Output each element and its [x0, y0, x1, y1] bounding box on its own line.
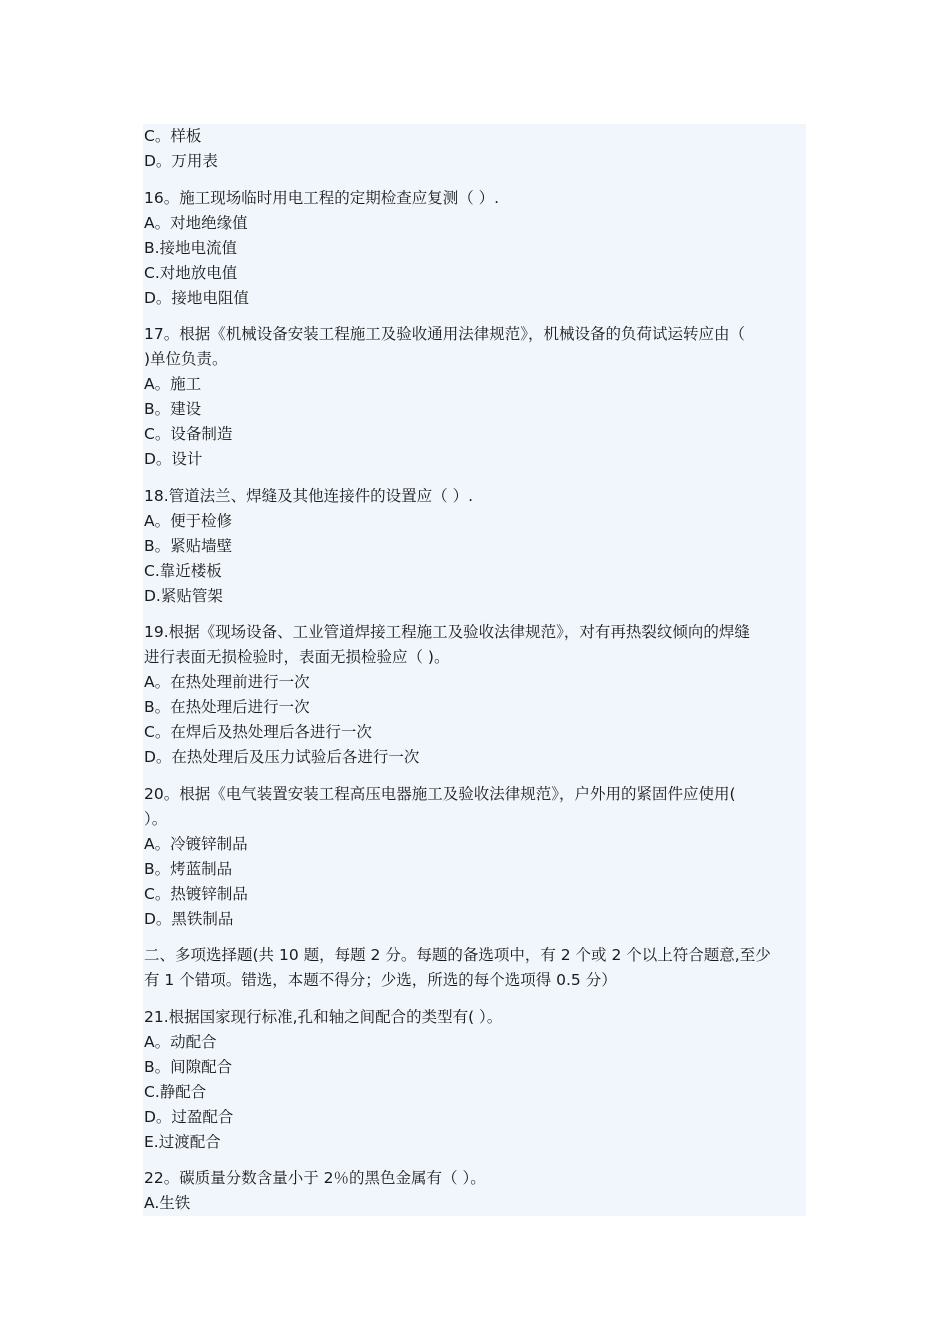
option: B。烤蓝制品 [144, 859, 233, 878]
option: B。在热处理后进行一次 [144, 698, 310, 716]
question-20 [144, 782, 806, 932]
option: C。设备制造 [144, 425, 233, 443]
question-stem: 16。施工现场临时用电工程的定期检查应复测（ ）. [144, 188, 500, 207]
question-stem: 20。根据《电气装置安装工程高压电器施工及验收法律规范》，户外用的紧固件应使用( [144, 784, 736, 803]
option: B。间隙配合 [144, 1057, 233, 1076]
option: D。黑铁制品 [144, 909, 234, 928]
question-19 [144, 620, 806, 770]
options-continued [144, 124, 806, 174]
question-stem: 21.根据国家现行标准,孔和轴之间配合的类型有( ）。 [144, 1007, 503, 1026]
option: D。接地电阻值 [144, 288, 249, 307]
option: C.靠近楼板 [144, 561, 222, 580]
option: B。紧贴墙壁 [144, 536, 233, 555]
option: D。在热处理后及压力试验后各进行一次 [144, 748, 420, 766]
option: D。过盈配合 [144, 1107, 234, 1126]
option: A.生铁 [144, 1194, 191, 1212]
question-stem: 19.根据《现场设备、工业管道焊接工程施工及验收法律规范》，对有再热裂纹倾向的焊缝 [144, 623, 750, 641]
question-22 [144, 1166, 806, 1216]
question-stem: 22。碳质量分数含量小于 2％的黑色金属有（ ）。 [144, 1169, 486, 1187]
option: E.过渡配合 [144, 1132, 221, 1151]
option: D.紧贴管架 [144, 586, 223, 605]
option: A。对地绝缘值 [144, 213, 248, 232]
option: C.对地放电值 [144, 263, 238, 282]
section-heading-line: 有 1 个错项。错选，本题不得分；少选，所选的每个选项得 0.5 分） [144, 971, 617, 989]
question-16 [144, 186, 806, 311]
question-stem: )单位负责。 [144, 350, 228, 368]
option: C。在焊后及热处理后各进行一次 [144, 723, 372, 741]
option: A。施工 [144, 375, 202, 393]
option: C。热镀锌制品 [144, 884, 248, 903]
option: D。万用表 [144, 152, 218, 170]
question-21 [144, 1005, 806, 1155]
option: B。建设 [144, 400, 202, 418]
document-content [144, 124, 806, 1228]
question-stem: 17。根据《机械设备安装工程施工及验收通用法律规范》，机械设备的负荷试运转应由（ [144, 325, 745, 343]
option: C。样板 [144, 127, 202, 145]
question-17 [144, 322, 806, 472]
option: B.接地电流值 [144, 238, 238, 257]
question-stem: ）。 [144, 809, 168, 828]
question-stem: 18.管道法兰、焊缝及其他连接件的设置应（ ）. [144, 486, 474, 505]
question-18 [144, 484, 806, 609]
option: A。在热处理前进行一次 [144, 673, 310, 691]
section-heading [144, 943, 806, 993]
section-heading-line: 二、多项选择题(共 10 题，每题 2 分。每题的备选项中，有 2 个或 2 个以上符合题意,至少 [144, 946, 771, 964]
option: C.静配合 [144, 1082, 207, 1101]
question-stem: 进行表面无损检验时，表面无损检验应（ )。 [144, 648, 450, 666]
option: D。设计 [144, 450, 203, 468]
option: A。便于检修 [144, 511, 233, 530]
option: A。冷镀锌制品 [144, 834, 248, 853]
option: A。动配合 [144, 1032, 217, 1051]
